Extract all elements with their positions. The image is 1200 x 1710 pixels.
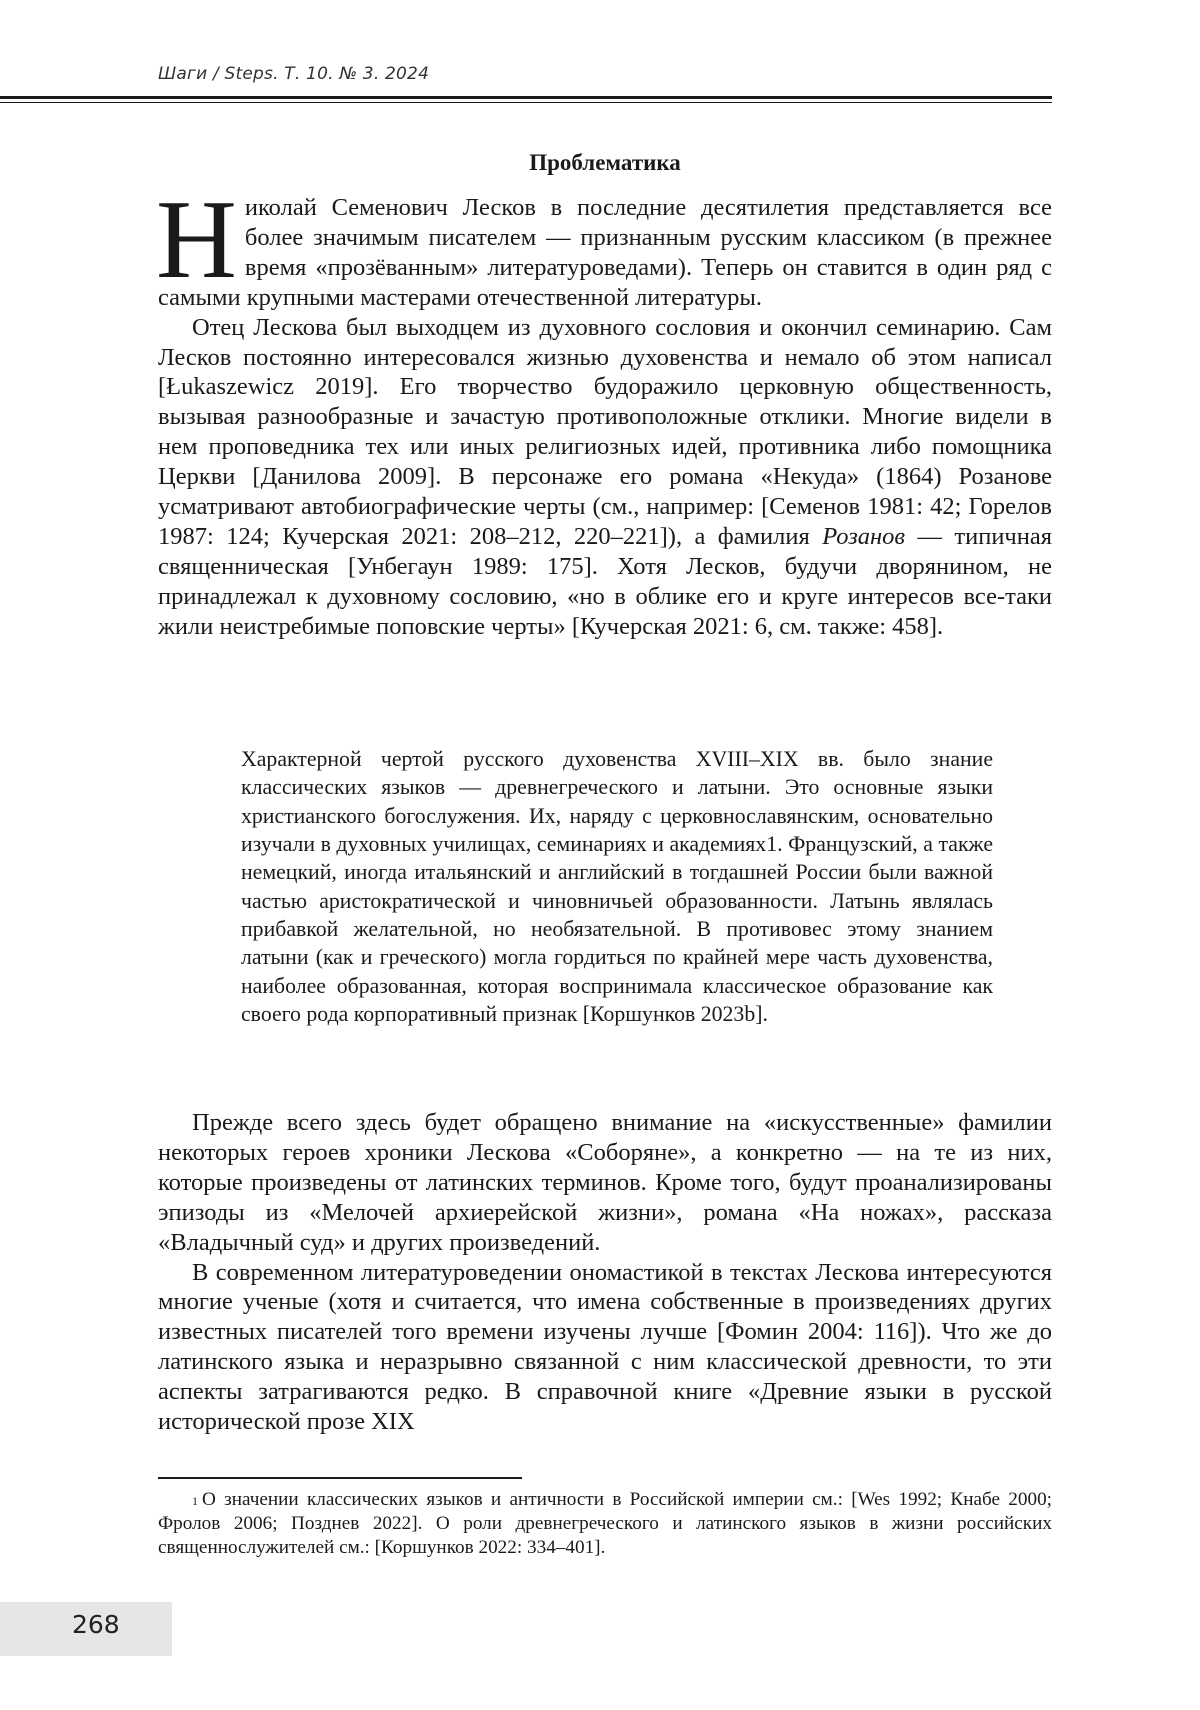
running-header: Шаги / Steps. Т. 10. № 3. 2024 — [158, 64, 429, 84]
paragraph-1 — [158, 193, 1052, 313]
paragraph-2-text-b: — типичная священническая [Унбегаун 1989: 175]. Хотя Лесков, будучи дворянином, не принадлежал к духовному сословию, «но в облике его и круге интересов все-таки жили неистребимые поповские черты» [Кучерская 2021: 6, см. также: 458]. — [158, 523, 1052, 640]
header-rule-thin — [0, 102, 1052, 103]
body-text-top — [158, 193, 1052, 642]
paragraph-1-text: иколай Семенович Лесков в последние десятилетия представляется все более значимым писателем — признанным русским классиком (в прежнее время «прозёванным» литературоведами). Теперь он ставится в один ряд с самыми крупными мастерами отечественной литературы. — [158, 194, 1052, 311]
body-text-bottom — [158, 1108, 1052, 1437]
footnote-marker: 1 — [192, 1494, 198, 1508]
block-quote: Характерной чертой русского духовенства XVIII–XIX вв. было знание классических языков — древнегреческого и латыни. Это основные языки христианского богослужения. Их, наряду с церковнославянским, основательно изучали в духовных училищах, семинариях и академиях1. Французский, а также немецкий, иногда итальянский и английский в тогдашней России были важной частью аристократической и чиновничьей образованности. Латынь являлась прибавкой желательной, но необязательной. В противовес этому знанием латыни (как и греческого) могла гордиться по крайней мере часть духовенства, наиболее образованная, которая воспринимала классическое образование как своего рода корпоративный признак [Коршунков 2023b]. — [241, 745, 993, 1028]
paragraph-2-text-a: Отец Лескова был выходцем из духовного сословия и окончил семинарию. Сам Лесков постоянно интересовался жизнью духовенства и немало об этом написал [Łukaszewicz 2019]. Его творчество будоражило церковную общественность, вызывая разнообразные и зачастую противоположные отклики. Многие видели в нем проповедника тех или иных религиозных идей, противника либо помощника Церкви [Данилова 2009]. В персонаже его романа «Некуда» (1864) Розанове усматривают автобиографические черты (см., например: [Семенов 1981: 42; Горелов 1987: 124; Кучерская 2021: 208–212, 220–221]), а фамилия — [158, 314, 1052, 550]
footnote — [158, 1488, 1052, 1560]
paragraph-3: Прежде всего здесь будет обращено внимание на «искусственные» фамилии некоторых героев хроники Лескова «Соборяне», а конкретно — на те из них, которые произведены от латинских терминов. Кроме того, будут проанализированы эпизоды из «Мелочей архиерейской жизни», романа «На ножах», рассказа «Владычный суд» и других произведений. — [158, 1108, 1052, 1258]
page-number: 268 — [72, 1610, 120, 1639]
drop-cap: Н — [156, 197, 237, 281]
section-title: Проблематика — [158, 150, 1052, 176]
footnote-text: О значении классических языков и античности в Российской империи см.: [Wes 1992; Кнабе 2000; Фролов 2006; Позднев 2022]. О роли древнегреческого и латинского языков в жизни российских священнослужителей см.: [Коршунков 2022: 334–401]. — [158, 1489, 1052, 1558]
paragraph-2-italic: Розанов — [822, 523, 905, 550]
paragraph-4: В современном литературоведении ономастикой в текстах Лескова интересуются многие ученые (хотя и считается, что имена собственные в произведениях других известных писателей того времени изучены лучше [Фомин 2004: 116]). Что же до латинского языка и неразрывно связанной с ним классической древности, то эти аспекты затрагиваются редко. В справочной книге «Древние языки в русской исторической прозе XIX — [158, 1258, 1052, 1437]
footnote-rule — [158, 1477, 522, 1479]
paragraph-2 — [158, 313, 1052, 642]
header-rule-thick — [0, 96, 1052, 99]
footnote-paragraph — [158, 1488, 1052, 1560]
